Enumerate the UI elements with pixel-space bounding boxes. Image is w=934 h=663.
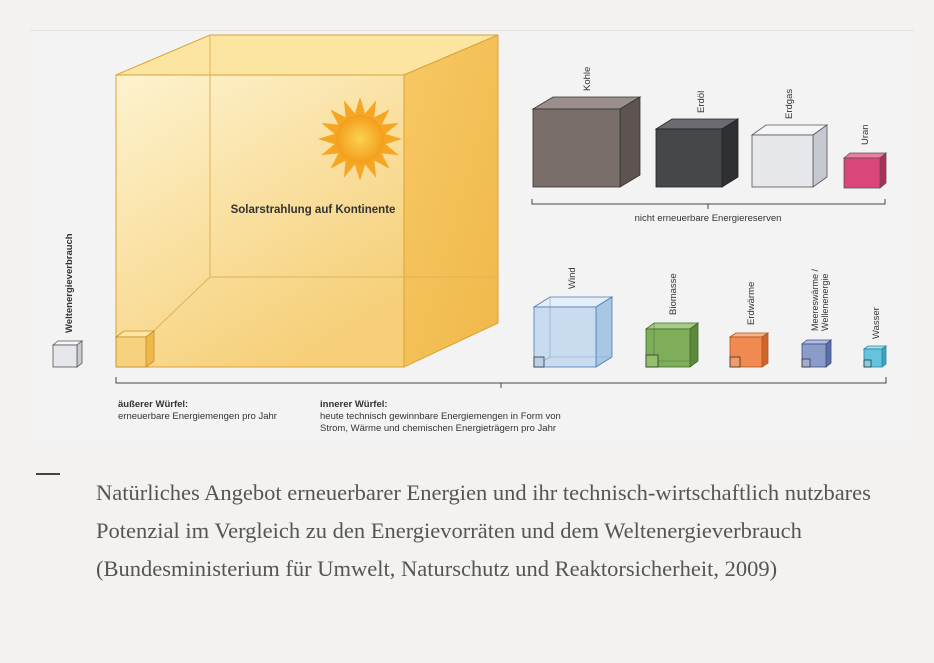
legend-inner-text-line2: Strom, Wärme und chemischen Energieträgern pro Jahr [320, 423, 557, 434]
caption-dash [36, 473, 60, 475]
legend-inner-text-line1: heute technisch gewinnbare Energiemengen in Form von [320, 411, 561, 422]
legend-outer-title: äußerer Würfel: [118, 399, 189, 410]
cube-erdoel [656, 119, 738, 187]
cube-erdgas [752, 125, 827, 187]
diagram-canvas [30, 31, 914, 441]
cube-wasser [864, 346, 886, 367]
bracket-non-renewable [532, 199, 885, 204]
label-erdgas: Erdgas [784, 88, 795, 119]
cube-wind [534, 297, 612, 367]
legend-outer-text: erneuerbare Energiemengen pro Jahr [118, 411, 277, 422]
bracket-renewable [116, 377, 886, 383]
world-consumption-label: Weltenergieverbrauch [64, 233, 75, 333]
cube-erdwaerme [730, 333, 768, 367]
inner-solar-cube [116, 331, 154, 367]
label-wasser: Wasser [871, 307, 882, 339]
label-erdoel: Erdöl [696, 90, 707, 113]
label-erdwaerme: Erdwärme [746, 281, 757, 325]
label-kohle: Kohle [582, 66, 593, 91]
non-renewable-group-label: nicht erneuerbare Energiereserven [634, 213, 782, 224]
cube-uran [844, 153, 886, 188]
sun-icon [318, 97, 402, 181]
legend-inner-title: innerer Würfel: [320, 399, 388, 410]
solar-cube [116, 35, 498, 367]
world-consumption-cube [53, 341, 82, 367]
cube-meereswaerme [802, 340, 831, 367]
cube-biomasse [646, 323, 698, 367]
center-label: Solarstrahlung auf Kontinente [230, 204, 396, 216]
label-biomasse: Biomasse [668, 273, 679, 315]
label-meereswaerme-line1: Meereswärme / [810, 268, 820, 331]
cube-kohle [533, 97, 640, 187]
figure-caption: Natürliches Angebot erneuerbarer Energien und ihr technisch-wirtschaftlich nutzbares Potenzial im Vergleich zu den Energievorräten und dem Weltenergieverbrauch (Bundesministerium für Umwelt, Naturschutz und Reaktorsicherheit, 2009) [96, 480, 871, 581]
label-wind: Wind [567, 267, 578, 289]
label-uran: Uran [860, 124, 871, 145]
label-meereswaerme-line2: Wellenenergie [820, 273, 830, 331]
energy-diagram [30, 30, 914, 441]
